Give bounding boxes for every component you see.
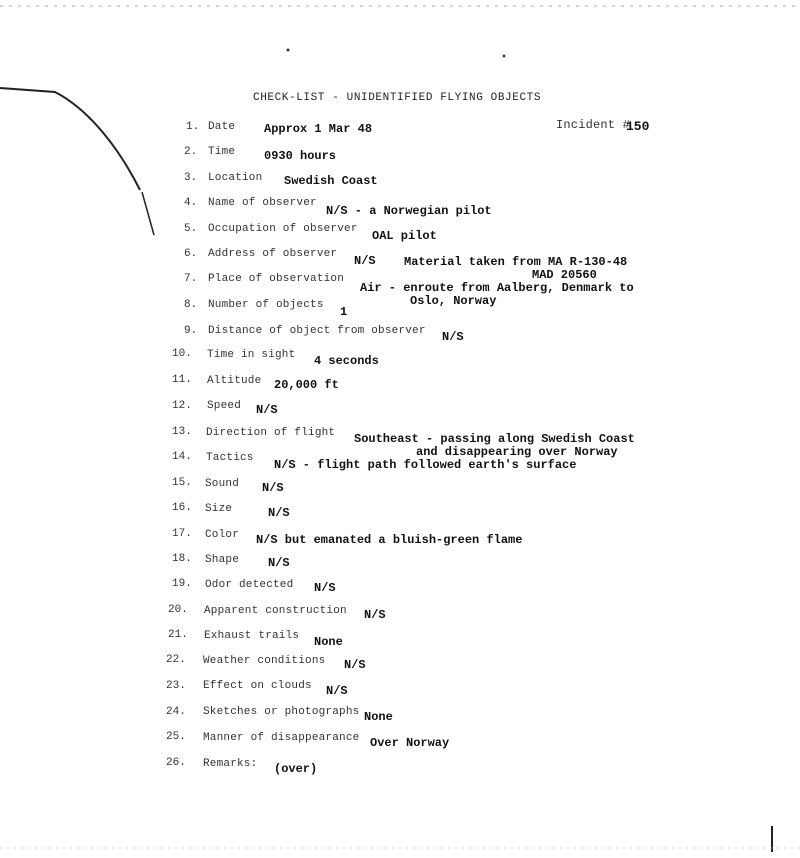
item-label: Odor detected <box>205 579 294 591</box>
item-number: 18. <box>172 553 192 565</box>
item-number: 15. <box>172 477 192 489</box>
item-label: Address of observer <box>208 248 338 260</box>
item-label: Location <box>208 172 263 184</box>
item-value: Swedish Coast <box>284 174 378 188</box>
item-value: N/S <box>256 403 278 417</box>
item-value: N/S <box>326 684 348 698</box>
item-number: 4. <box>184 197 198 209</box>
item-label: Size <box>205 503 233 515</box>
item-label: Name of observer <box>208 197 317 209</box>
item-label: Place of observation <box>208 273 345 285</box>
item-label: Time <box>208 146 236 158</box>
item-number: 3. <box>184 172 198 184</box>
item-label: Number of objects <box>208 299 324 311</box>
item-number: 16. <box>172 502 192 514</box>
item-number: 25. <box>166 731 186 743</box>
item-value: N/S <box>442 330 464 344</box>
item-number: 21. <box>168 629 188 641</box>
item-number: 12. <box>172 400 192 412</box>
item-label: Tactics <box>206 452 254 464</box>
document-title: CHECK-LIST - UNIDENTIFIED FLYING OBJECTS <box>253 92 542 104</box>
item-value: None <box>364 710 393 724</box>
item-label: Manner of disappearance <box>203 732 360 744</box>
item-value-cont: Oslo, Norway <box>410 294 497 308</box>
item-value: OAL pilot <box>372 229 437 243</box>
item-number: 20. <box>168 604 188 616</box>
item-label: Color <box>205 529 240 541</box>
item-value-source: Material taken from MA R-130-48 <box>404 255 628 269</box>
item-value: 4 seconds <box>314 354 379 368</box>
item-value-source-ref: MAD 20560 <box>532 268 597 282</box>
item-number: 14. <box>172 451 192 463</box>
item-value: 20,000 ft <box>274 378 339 392</box>
item-label: Date <box>208 121 236 133</box>
item-value: N/S <box>268 506 290 520</box>
item-label: Direction of flight <box>206 427 336 439</box>
item-number: 6. <box>184 248 198 260</box>
item-label: Apparent construction <box>204 605 347 617</box>
item-number: 17. <box>172 528 192 540</box>
item-label: Shape <box>205 554 240 566</box>
item-value: Over Norway <box>370 736 450 750</box>
item-value: 1 <box>340 305 348 319</box>
item-value: None <box>314 635 343 649</box>
item-label: Altitude <box>207 375 262 387</box>
item-value: N/S but emanated a bluish-green flame <box>256 533 523 547</box>
item-value: Air - enroute from Aalberg, Denmark to <box>360 281 634 295</box>
item-label: Distance of object from observer <box>208 325 426 337</box>
item-value: N/S <box>262 481 284 495</box>
item-number: 23. <box>166 680 186 692</box>
item-number: 10. <box>172 348 192 360</box>
item-label: Sound <box>205 478 240 490</box>
item-number: 1. <box>186 121 200 133</box>
item-value-cont: and disappearing over Norway <box>416 445 618 459</box>
item-number: 24. <box>166 706 186 718</box>
incident-label: Incident # <box>556 118 631 132</box>
item-value: N/S - a Norwegian pilot <box>326 204 492 218</box>
item-number: 8. <box>184 299 198 311</box>
item-number: 22. <box>166 654 186 666</box>
item-number: 2. <box>184 146 198 158</box>
incident-number: 150 <box>626 119 650 134</box>
item-value: (over) <box>274 762 318 776</box>
item-number: 9. <box>184 325 198 337</box>
item-number: 7. <box>184 273 198 285</box>
item-label: Weather conditions <box>203 655 326 667</box>
item-number: 19. <box>172 578 192 590</box>
item-number: 11. <box>172 374 192 386</box>
item-label: Sketches or photographs <box>203 706 360 718</box>
item-value: 0930 hours <box>264 149 337 163</box>
item-label: Exhaust trails <box>204 630 300 642</box>
item-number: 26. <box>166 757 186 769</box>
item-label: Time in sight <box>207 349 296 361</box>
item-label: Effect on clouds <box>203 680 312 692</box>
item-label: Speed <box>207 400 242 412</box>
item-value: N/S <box>354 254 376 268</box>
item-value: N/S - flight path followed earth's surface <box>274 458 577 472</box>
item-number: 13. <box>172 426 192 438</box>
item-value: N/S <box>364 608 386 622</box>
item-label: Remarks: <box>203 758 258 770</box>
item-value: N/S <box>268 556 290 570</box>
item-label: Occupation of observer <box>208 223 358 235</box>
item-value: Approx 1 Mar 48 <box>264 122 373 136</box>
item-number: 5. <box>184 223 198 235</box>
item-value: Southeast - passing along Swedish Coast <box>354 432 635 446</box>
item-value: N/S <box>344 658 366 672</box>
item-value: N/S <box>314 581 336 595</box>
